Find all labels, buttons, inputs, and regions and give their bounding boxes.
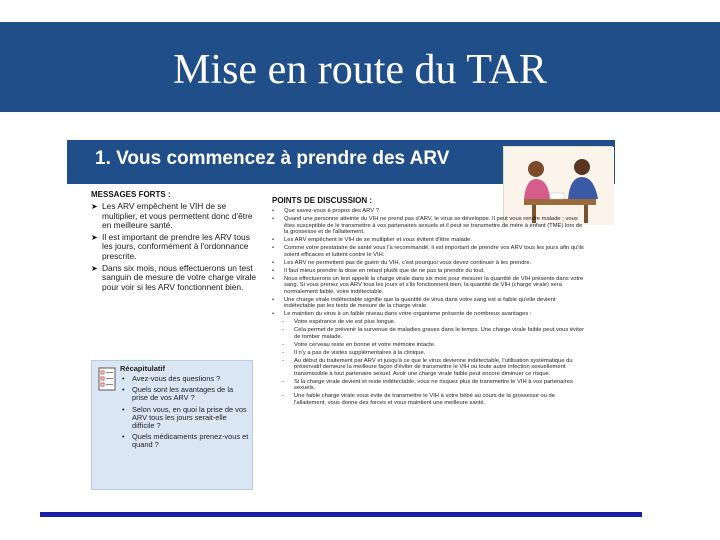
arrow-bullet-icon: ➤: [91, 263, 98, 273]
key-message-item: [91, 264, 261, 293]
discussion-item-text: Nous effectuerons un test appelé la charge virale dans six mois pour mesurer la quantité de VIH présente dans votre sang. Si vous prenez vos ARV tous les jours et s'ils fonctionnent bien, la quantité de VIH (charge virale) sera normalement faible, voire indétectable.: [284, 275, 584, 295]
discussion-subitem: - Cela permet de prévenir la survenue de maladies graves dans le temps. Une charge virale faible peut vous éviter de tomber malade.: [282, 327, 585, 340]
discussion-item: • Quand une personne atteinte du VIH ne prend pas d'ARV, le virus se développe. Il peut vous rendre malade ; vous êtes susceptible de le transmettre à vos partenaires sexuels et il peut se transmettre de mère à enfant (TME) lors de la grossesse et de l'allaitement.: [272, 216, 583, 235]
arrow-bullet-icon: ➤: [91, 232, 98, 242]
discussion-item-text: Il faut mieux prendre la dose en retard plutôt que de ne pas la prendre du tout.: [284, 267, 485, 274]
recap-title: Récapitulatif: [120, 364, 166, 373]
discussion-subitem-text: Votre cerveau reste en bonne et votre mémoire intacte.: [294, 341, 436, 348]
discussion-points-title: POINTS DE DISCUSSION :: [272, 196, 373, 205]
recap-item: • Quels médicaments prenez-vous et quand ?: [122, 432, 249, 450]
discussion-item-text: Que savez-vous à propos des ARV ?: [284, 208, 379, 214]
recap-item-text: Selon vous, en quoi la prise de vos ARV tous les jours serait-elle difficile ?: [132, 404, 247, 431]
discussion-item: • Le maintien du virus à un faible niveau dans votre organisme présente de nombreux avantages :: [272, 311, 532, 317]
key-message-text: Dans six mois, nous effectuerons un test sanguin de mesure de votre charge virale pour voir si les ARV fonctionnent bien.: [102, 262, 257, 292]
document-image: [67, 140, 615, 510]
checklist-icon: [98, 367, 116, 391]
discussion-item-text: Une charge virale indétectable signifie que la quantité de virus dans votre sang est si faible qu'elle devient indétectable par les tests de mesure de la charge virale.: [284, 296, 556, 309]
discussion-points-section: [272, 196, 587, 408]
discussion-item: • Nous effectuerons un test appelé la charge virale dans six mois pour mesurer la quantité de VIH présente dans votre sang. Si vous prenez vos ARV tous les jours et s'ils fonctionnent bien, la quantité de VIH (charge virale) sera normalement faible, voire indétectable.: [272, 275, 584, 295]
recap-item: • Selon vous, en quoi la prise de vos ARV tous les jours serait-elle difficile ?: [122, 404, 247, 431]
key-message-text: Il est important de prendre les ARV tous les jours, conformément à l'ordonnance prescrite.: [102, 231, 250, 261]
discussion-item-text: Les ARV empêchent le VIH de se multiplier et vous évitent d'être malade.: [284, 237, 472, 243]
discussion-item: • Les ARV ne permettent pas de guérir du VIH, c'est pourquoi vous devez continuer à les prendre.: [272, 259, 532, 266]
document-heading: 1. Vous commencez à prendre des ARV: [95, 148, 450, 169]
key-message-text: Les ARV empêchent le VIH de se multiplier, et vous permettent donc d'être en meilleure santé.: [102, 201, 253, 231]
recap-list: [122, 375, 250, 453]
discussion-subitem: - Votre espérance de vie est plus longue.: [282, 319, 396, 325]
recap-item-text: Quels médicaments prenez-vous et quand ?: [132, 432, 249, 450]
discussion-item: • Que savez-vous à propos des ARV ?: [272, 208, 379, 214]
discussion-subitem: - Si la charge virale devient et reste indétectable, vous ne risquez plus de transmettre le VIH à vos partenaires sexuels.: [282, 378, 573, 391]
key-message-item: [91, 233, 261, 262]
key-messages-section: [91, 190, 261, 294]
discussion-subitem-text: Si la charge virale devient et reste indétectable, vous ne risquez plus de transmettre le VIH à vos partenaires sexuels.: [294, 378, 573, 391]
discussion-item: • Comme votre prestataire de santé vous l'a recommandé, il est important de prendre vos ARV tous les jours afin qu'ils soient efficaces et luttent contre le VIH.: [272, 245, 584, 258]
discussion-subitem-text: Votre espérance de vie est plus longue.: [294, 319, 396, 325]
arrow-bullet-icon: ➤: [91, 202, 98, 211]
discussion-subitem: - Au début du traitement par ARV et jusqu'à ce que le virus devienne indétectable, l'utilisation systématique du préservatif demeure la meilleure façon d'éviter de transmettre le VIH ou toute autre infection sexuellement transmissible à tout partenaire sexuel. Avoir une charge virale faible peut encore diminuer ce risque.: [282, 357, 573, 377]
recap-item: • Quels sont les avantages de la prise de vos ARV ?: [122, 385, 234, 403]
key-messages-title: MESSAGES FORTS :: [91, 190, 171, 199]
discussion-item: • Il faut mieux prendre la dose en retard plutôt que de ne pas la prendre du tout.: [272, 267, 485, 274]
discussion-subitem-text: Au début du traitement par ARV et jusqu'à ce que le virus devienne indétectable, l'utilisation systématique du préservatif demeure la meilleure façon d'éviter de transmettre le VIH ou toute autre infection sexuellement transmissible à tout partenaire sexuel. Avoir une charge virale faible peut encore diminuer ce risque.: [294, 357, 573, 377]
recap-item: • Avez-vous des questions ?: [122, 374, 221, 383]
discussion-item-text: Quand une personne atteinte du VIH ne prend pas d'ARV, le virus se développe. Il peut vous rendre malade ; vous êtes susceptible de le transmettre à vos partenaires sexuels et il peut se transmettre de mère à enfant (TME) lors de la grossesse et de l'allaitement.: [284, 216, 583, 235]
discussion-subitem-text: Une faible charge virale vous évite de transmettre le VIH à votre bébé au cours de la grossesse ou de l'allaitement, vous donne des forces et vous maintient une meilleure santé.: [294, 393, 556, 406]
discussion-subitem-text: Il n'y a pas de visites supplémentaires à la clinique.: [294, 349, 426, 356]
discussion-item-text: Le maintien du virus à un faible niveau dans votre organisme présente de nombreux avantages :: [284, 311, 532, 317]
slide-title: Mise en route du TAR: [173, 47, 547, 93]
discussion-item-text: Comme votre prestataire de santé vous l'a recommandé, il est important de prendre vos ARV tous les jours afin qu'ils soient efficaces et luttent contre le VIH.: [284, 245, 584, 258]
discussion-item: • Les ARV empêchent le VIH de se multiplier et vous évitent d'être malade.: [272, 237, 472, 243]
discussion-subitem-text: Cela permet de prévenir la survenue de maladies graves dans le temps. Une charge virale faible peut vous éviter de tomber malade.: [294, 327, 585, 340]
bottom-rule: [40, 512, 642, 517]
recap-item-text: Avez-vous des questions ?: [132, 374, 221, 383]
discussion-subitem: - Une faible charge virale vous évite de transmettre le VIH à votre bébé au cours de la grossesse ou de l'allaitement, vous donne des forces et vous maintient une meilleure santé.: [282, 393, 556, 406]
discussion-item: • Une charge virale indétectable signifie que la quantité de virus dans votre sang est si faible qu'elle devient indétectable par les tests de mesure de la charge virale.: [272, 296, 556, 309]
discussion-subitem: - Il n'y a pas de visites supplémentaires à la clinique.: [282, 349, 426, 356]
recap-item-text: Quels sont les avantages de la prise de vos ARV ?: [132, 385, 234, 403]
recap-box: [91, 360, 253, 490]
key-message-item: [91, 202, 261, 231]
discussion-subitem: - Votre cerveau reste en bonne et votre mémoire intacte.: [282, 341, 436, 348]
discussion-item-text: Les ARV ne permettent pas de guérir du VIH, c'est pourquoi vous devez continuer à les prendre.: [284, 259, 532, 266]
